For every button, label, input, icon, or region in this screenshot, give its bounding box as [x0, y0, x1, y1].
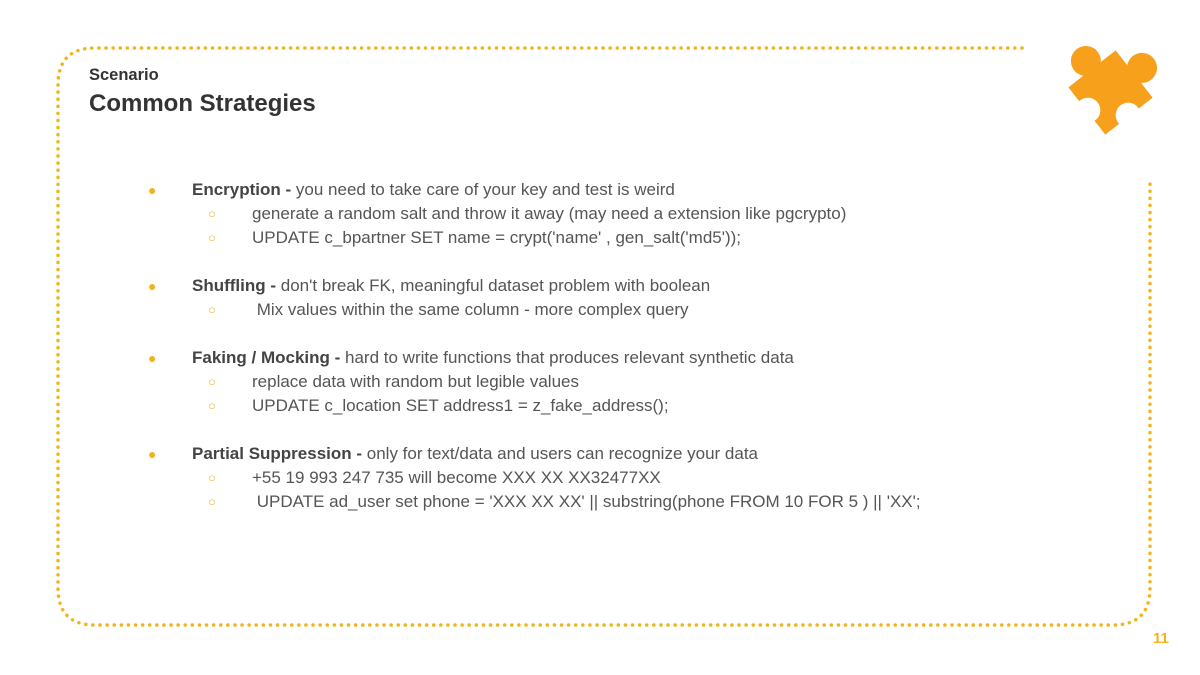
strategy-detail: Mix values within the same column - more complex query: [252, 300, 689, 319]
strategy-list: [148, 178, 1048, 538]
bullet-dot-icon: ●: [148, 350, 157, 366]
bullet-circle-icon: ○: [208, 230, 216, 245]
strategy-text: [192, 346, 794, 370]
strategy-name: Partial Suppression -: [192, 444, 367, 463]
page-number: 11: [1153, 630, 1169, 647]
strategy-line: [148, 346, 1048, 370]
bullet-circle-icon: ○: [208, 374, 216, 389]
strategy-description: hard to write functions that produces relevant synthetic data: [345, 348, 794, 367]
bullet-circle-icon: ○: [208, 470, 216, 485]
strategy-detail: UPDATE c_location SET address1 = z_fake_address();: [252, 396, 669, 415]
strategy-name: Shuffling -: [192, 276, 281, 295]
bullet-circle-icon: ○: [208, 206, 216, 221]
section-eyebrow: Scenario: [89, 66, 159, 84]
puzzle-piece-icon: [1048, 30, 1173, 155]
strategy-line: [148, 442, 1048, 466]
strategy-detail-line: [148, 226, 1048, 250]
bullet-circle-icon: ○: [208, 398, 216, 413]
strategy-detail-line: [148, 202, 1048, 226]
strategy-detail: UPDATE ad_user set phone = 'XXX XX XX' || substring(phone FROM 10 FOR 5 ) || 'XX';: [252, 492, 921, 511]
strategy-line: [148, 274, 1048, 298]
strategy-detail-line: [148, 466, 1048, 490]
strategy-detail: generate a random salt and throw it away (may need a extension like pgcrypto): [252, 204, 847, 223]
strategy-name: Faking / Mocking -: [192, 348, 346, 367]
strategy-detail-line: [148, 490, 1048, 514]
strategy-detail: UPDATE c_bpartner SET name = crypt('name' , gen_salt('md5'));: [252, 228, 742, 247]
strategy-line: [148, 178, 1048, 202]
strategy-item: [148, 442, 1048, 514]
strategy-item: [148, 346, 1048, 418]
bullet-dot-icon: ●: [148, 446, 157, 462]
strategy-text: [192, 442, 758, 466]
slide-title: Common Strategies: [89, 90, 316, 117]
strategy-name: Encryption -: [192, 180, 296, 199]
bullet-circle-icon: ○: [208, 494, 216, 509]
strategy-description: you need to take care of your key and test is weird: [295, 180, 675, 199]
strategy-item: [148, 178, 1048, 250]
strategy-text: [192, 274, 710, 298]
strategy-description: only for text/data and users can recognize your data: [366, 444, 758, 463]
strategy-description: don't break FK, meaningful dataset problem with boolean: [280, 276, 711, 295]
strategy-text: [192, 178, 675, 202]
strategy-detail-line: [148, 370, 1048, 394]
strategy-detail: +55 19 993 247 735 will become XXX XX XX32477XX: [252, 468, 661, 487]
strategy-item: [148, 274, 1048, 322]
bullet-circle-icon: ○: [208, 302, 216, 317]
strategy-detail-line: [148, 394, 1048, 418]
strategy-detail: replace data with random but legible values: [252, 372, 579, 391]
bullet-dot-icon: ●: [148, 182, 157, 198]
bullet-dot-icon: ●: [148, 278, 157, 294]
strategy-detail-line: [148, 298, 1048, 322]
